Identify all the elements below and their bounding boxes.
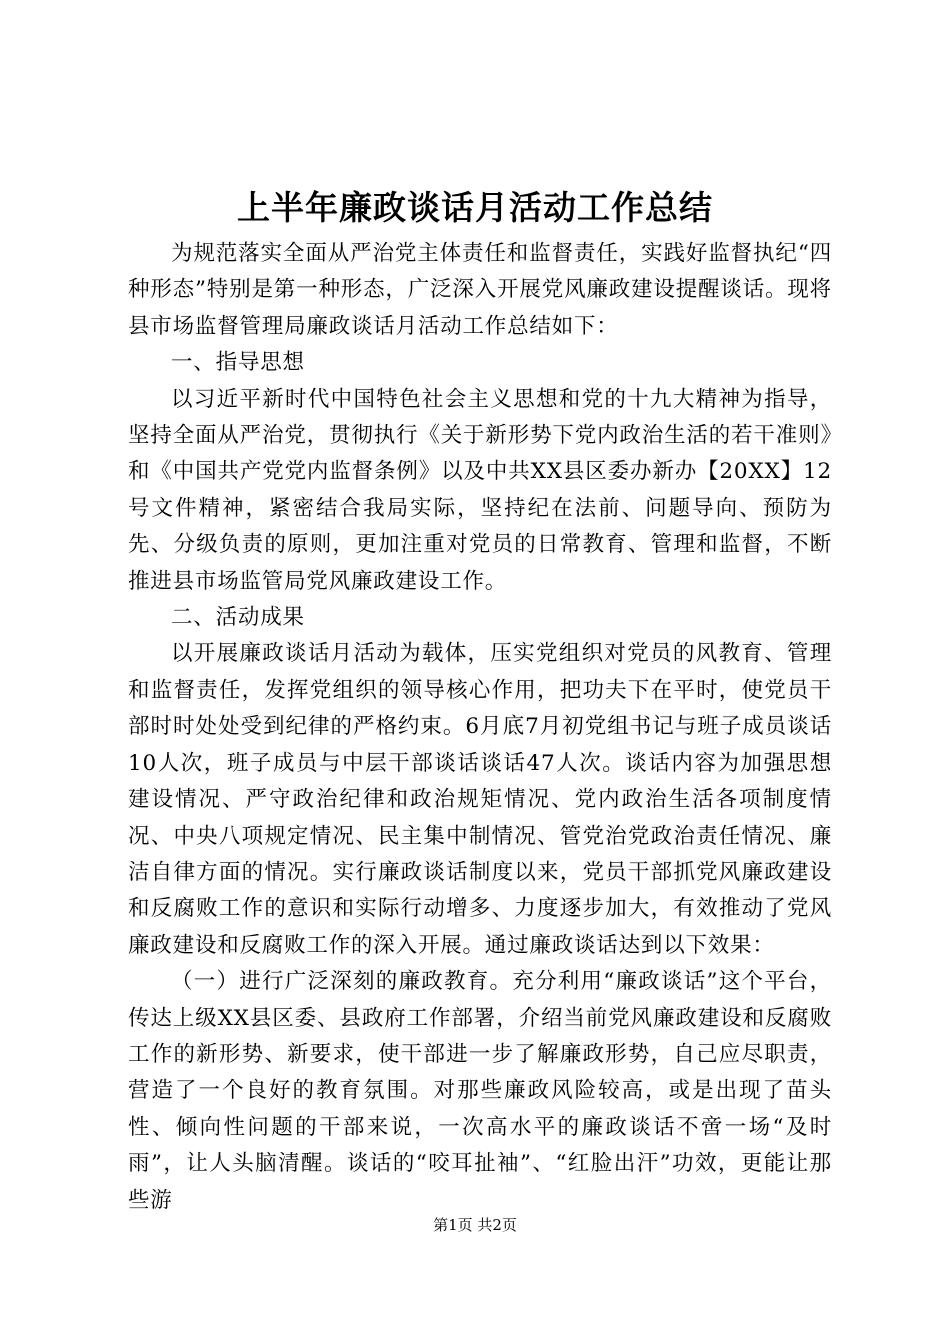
document-body — [128, 236, 832, 1219]
subsection-integrity-education-paragraph: （一）进行广泛深刻的廉政教育。充分利用“廉政谈话”这个平台，传达上级XX县区委、县政府工作部署，介绍当前党风廉政建设和反腐败工作的新形势、新要求，使干部进一步了解廉政形势，自己应尽职责，营造了一个良好的教育氛围。对那些廉政风险较高，或是出现了苗头性、倾向性问题的干部来说，一次高水平的廉政谈话不啻一场“及时雨”，让人头脑清醒。谈话的“咬耳扯袖”、“红脸出汗”功效，更能让那些游 — [128, 969, 832, 1213]
intro-paragraph: 为规范落实全面从严治党主体责任和监督责任，实践好监督执纪“四种形态”特别是第一种形态，广泛深入开展党风廉政建设提醒谈话。现将县市场监督管理局廉政谈话月活动工作总结如下： — [128, 241, 832, 339]
section-heading-guiding-ideology: 一、指导思想 — [171, 350, 305, 376]
section-heading-activity-results: 二、活动成果 — [171, 605, 305, 631]
document-title: 上半年廉政谈话月活动工作总结 — [237, 188, 713, 227]
guiding-ideology-paragraph: 以习近平新时代中国特色社会主义思想和党的十九大精神为指导，坚持全面从严治党，贯彻执行《关于新形势下党内政治生活的若干准则》和《中国共产党党内监督条例》以及中共XX县区委办新办【20XX】12号文件精神，紧密结合我局实际，坚持纪在法前、问题导向、预防为先、分级负责的原则，更加注重对党员的日常教育、管理和监督，不断推进县市场监管局党风廉政建设工作。 — [128, 386, 832, 594]
activity-results-paragraph: 以开展廉政谈话月活动为载体，压实党组织对党员的风教育、管理和监督责任，发挥党组织的领导核心作用，把功夫下在平时，使党员干部时时处处受到纪律的严格约束。6月底7月初党组书记与班子成员谈话10人次，班子成员与中层干部谈话谈话47人次。谈话内容为加强思想建设情况、严守政治纪律和政治规矩情况、党内政治生活各项制度情况、中央八项规定情况、民主集中制情况、管党治党政治责任情况、廉洁自律方面的情况。实行廉政谈话制度以来，党员干部抓党风廉政建设和反腐败工作的意识和实际行动增多、力度逐步加大，有效推动了党风廉政建设和反腐败工作的深入开展。通过廉政谈话达到以下效果： — [128, 641, 832, 958]
page-number-footer: 第1页 共2页 — [433, 1216, 517, 1234]
